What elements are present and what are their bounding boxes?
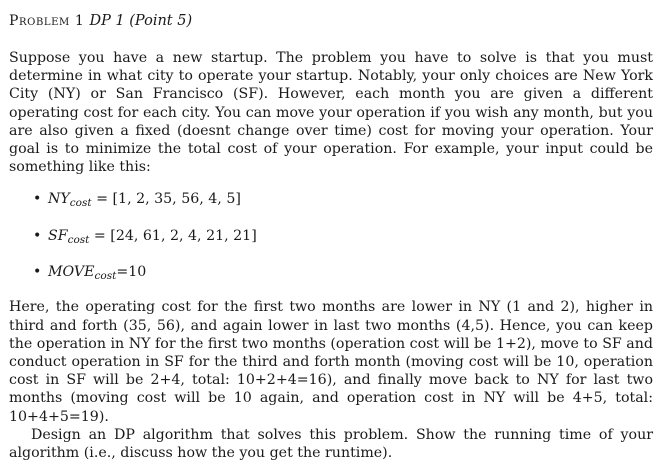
variable-value: = [1, 2, 35, 56, 4, 5] <box>91 191 241 208</box>
input-example-list <box>9 190 653 285</box>
variable-value: = [24, 61, 2, 4, 21, 21] <box>89 227 257 244</box>
variable-subscript: cost <box>69 197 92 210</box>
problem-heading <box>9 12 653 30</box>
example-explanation: Here, the operating cost for the first two months are lower in NY (1 and 2), higher in third and forth (35, 56), and again lower in last two months (4,5). Hence, you can keep the operation in NY for the first two months (operation cost will be 1+2), move to SF and conduct operation in SF for the third and forth month (moving cost will be 10, operation cost in SF will be 2+4, total: 10+2+4=16), and finally move back to NY for last two months (moving cost will be 10 again, and operation cost in NY will be 4+5, total: 10+4+5=19). <box>9 299 653 425</box>
bullet-icon: • <box>33 264 42 281</box>
variable-subscript: cost <box>94 270 117 283</box>
variable-name: SF <box>48 227 68 244</box>
list-item-sf-cost <box>9 227 653 249</box>
problem-document <box>9 12 653 462</box>
problem-intro: Suppose you have a new startup. The problem you have to solve is that you must determine in what city to operate your startup. Notably, your only choices are New York City (NY) or San Francisco (SF). However, each month you are given a different operating cost for each city. You can move your operation if you wish any month, but you are also given a fixed (doesnt change over time) cost for moving your operation. Your goal is to minimize the total cost of your operation. For example, your input could be something like this: <box>9 50 653 176</box>
problem-title: DP 1 (Point 5) <box>89 13 193 29</box>
list-item-move-cost <box>9 263 653 285</box>
problem-label: Problem 1 <box>9 13 85 29</box>
variable-name: MOVE <box>48 264 95 281</box>
bullet-icon: • <box>33 191 42 208</box>
task-statement: Design an DP algorithm that solves this problem. Show the running time of your algorithm (i.e., discuss how the you get the runtime). <box>9 426 653 462</box>
variable-subscript: cost <box>67 233 90 246</box>
variable-name: NY <box>48 191 70 208</box>
bullet-icon: • <box>33 227 42 244</box>
variable-value: =10 <box>116 264 147 281</box>
list-item-ny-cost <box>9 190 653 212</box>
